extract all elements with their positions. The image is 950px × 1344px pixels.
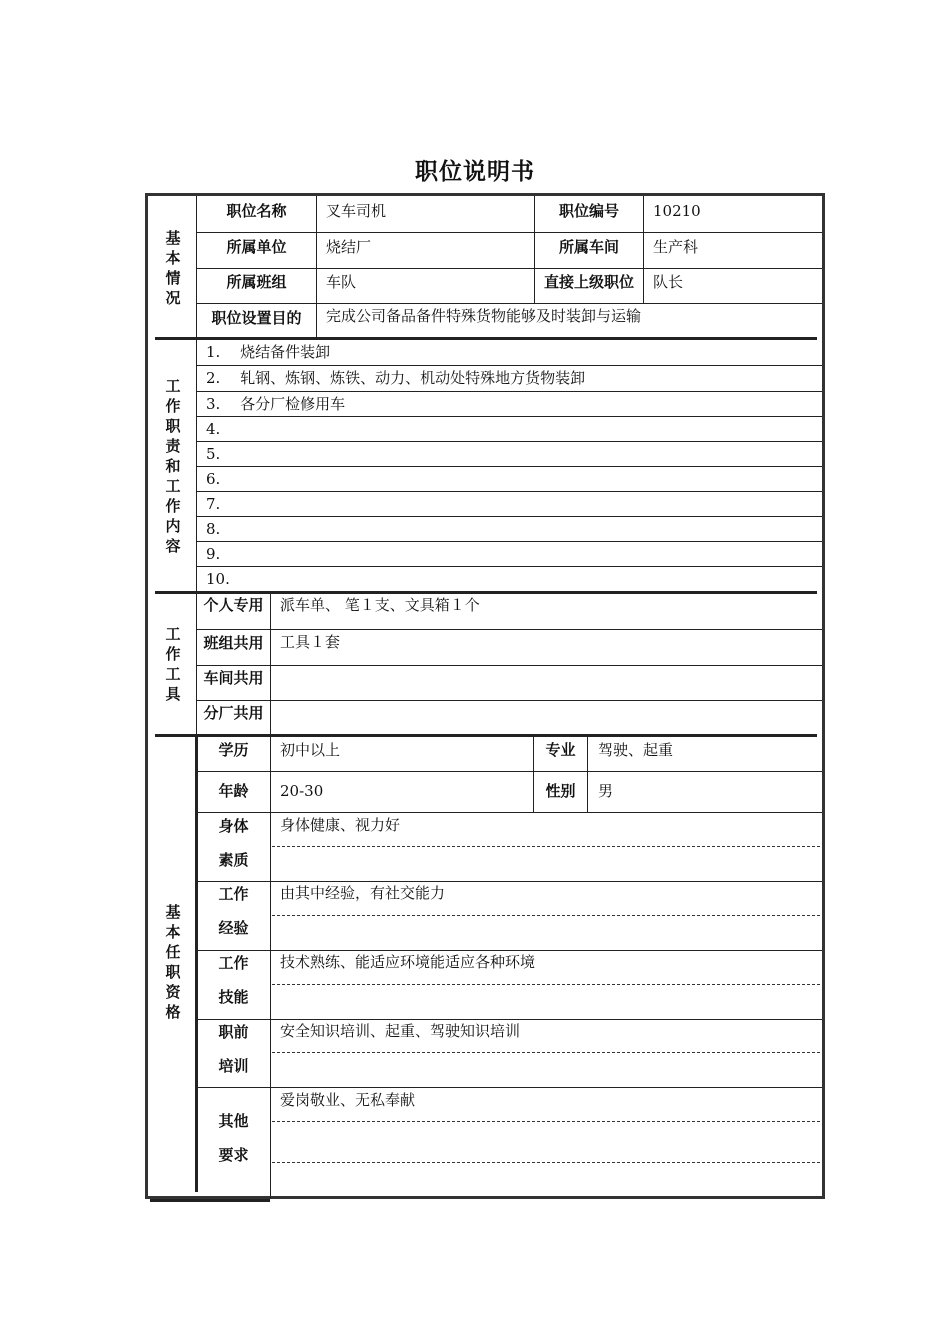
workshop-value: 生产科 <box>653 238 699 256</box>
position-name-value: 叉车司机 <box>326 202 387 220</box>
physical-label: 身体 <box>218 817 249 835</box>
page-title: 职位说明书 <box>415 159 535 185</box>
position-name-label: 职位名称 <box>226 202 287 220</box>
gender-label: 性别 <box>545 782 576 800</box>
duty-item: 3. 各分厂检修用车 <box>206 395 346 413</box>
position-code-label: 职位编号 <box>558 202 619 220</box>
duty-item: 9. <box>206 545 221 563</box>
duty-item: 8. <box>206 520 221 538</box>
tool-row-label: 车间共用 <box>203 669 264 687</box>
duty-item: 1. 烧结备件装卸 <box>206 343 331 361</box>
other-value: 爱岗敬业、无私奉献 <box>280 1091 416 1109</box>
duty-item: 5. <box>206 445 221 463</box>
age-label: 年龄 <box>218 782 249 800</box>
tool-row-value: 工具１套 <box>280 633 341 651</box>
training-value: 安全知识培训、起重、驾驶知识培训 <box>280 1022 521 1040</box>
duty-item: 2. 轧钢、炼钢、炼铁、动力、机动处特殊地方货物装卸 <box>206 369 586 387</box>
unit-value: 烧结厂 <box>326 238 372 256</box>
gender-value: 男 <box>598 782 614 800</box>
major-label: 专业 <box>545 741 576 759</box>
duty-item: 4. <box>206 420 221 438</box>
team-label: 所属班组 <box>226 273 287 291</box>
section-duties-label: 工作职责和工作内容 <box>165 377 181 555</box>
team-value: 车队 <box>326 273 357 291</box>
experience-label: 工作 <box>218 885 249 903</box>
tool-row-label: 分厂共用 <box>203 704 264 722</box>
duty-item: 10. <box>206 570 230 588</box>
physical-value: 身体健康、视力好 <box>280 816 401 834</box>
superior-value: 队长 <box>653 273 684 291</box>
education-label: 学历 <box>218 741 249 759</box>
tool-row-label: 个人专用 <box>203 596 264 614</box>
skills-label: 技能 <box>218 988 249 1006</box>
position-code-value: 10210 <box>653 202 701 220</box>
purpose-label: 职位设置目的 <box>211 309 302 327</box>
duty-item: 7. <box>206 495 221 513</box>
major-value: 驾驶、起重 <box>598 741 674 759</box>
other-label: 要求 <box>218 1146 249 1164</box>
unit-label: 所属单位 <box>226 238 287 256</box>
physical-label: 素质 <box>218 851 249 869</box>
section-tools-label: 工作工具 <box>165 625 181 703</box>
experience-label: 经验 <box>218 919 249 937</box>
section-qualifications-label: 基本 任职资格 <box>165 903 186 1021</box>
tool-row-label: 班组共用 <box>203 634 264 652</box>
experience-value: 由其中经验，有社交能力 <box>280 884 446 902</box>
superior-label: 直接上级职位 <box>543 273 634 291</box>
tool-row-value: 派车单、 笔１支、文具箱１个 <box>280 596 480 614</box>
section-basic-label: 基本情况 <box>165 229 181 307</box>
skills-value: 技术熟练、能适应环境能适应各种环境 <box>280 953 536 971</box>
age-value: 20-30 <box>280 782 324 800</box>
purpose-value: 完成公司备品备件特殊货物能够及时装卸与运输 <box>326 307 642 325</box>
skills-label: 工作 <box>218 954 249 972</box>
workshop-label: 所属车间 <box>558 238 619 256</box>
other-label: 其他 <box>218 1112 249 1130</box>
duty-item: 6. <box>206 470 221 488</box>
training-label: 职前 <box>218 1023 249 1041</box>
training-label: 培训 <box>218 1057 249 1075</box>
education-value: 初中以上 <box>280 741 341 759</box>
